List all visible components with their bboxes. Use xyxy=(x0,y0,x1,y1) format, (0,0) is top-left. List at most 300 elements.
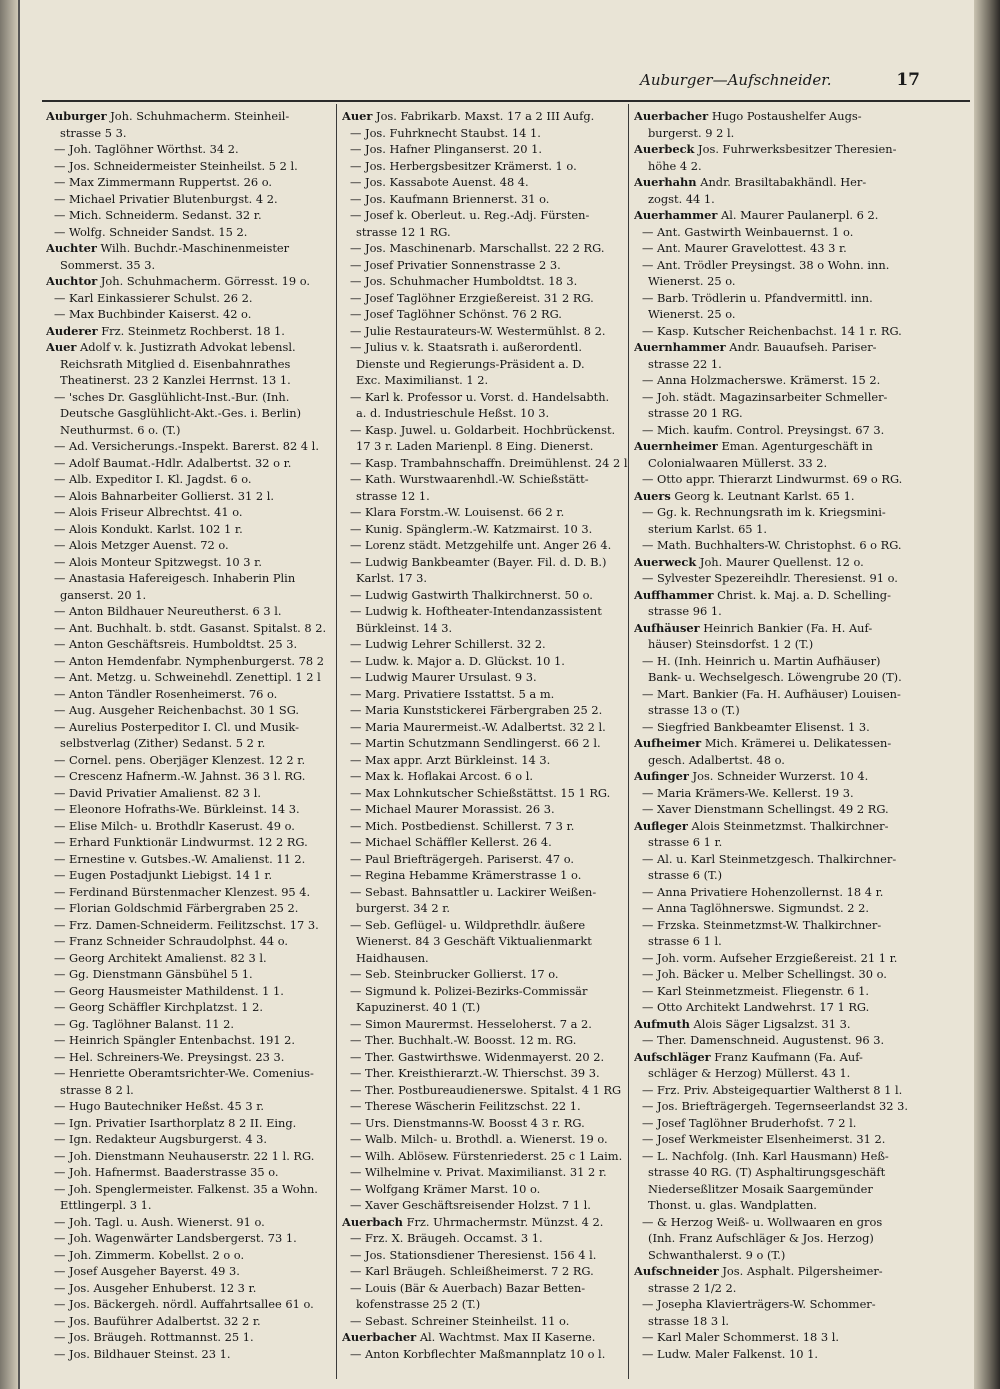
directory-entry xyxy=(46,1197,338,1214)
entry-text: — Heinrich Spängler Entenbachst. 191 2. xyxy=(54,1033,296,1047)
directory-entry xyxy=(634,554,930,571)
entry-text: Deutsche Gasglühlicht-Akt.-Ges. i. Berlin) xyxy=(60,406,302,420)
directory-entry xyxy=(634,537,930,554)
entry-text: — Georg Hausmeister Mathildenst. 1 1. xyxy=(54,983,284,998)
directory-entry xyxy=(634,752,930,769)
column-2 xyxy=(342,108,630,1378)
directory-entry xyxy=(634,1280,930,1297)
entry-text: Christ. k. Maj. a. D. Schelling- xyxy=(717,587,891,602)
directory-entry xyxy=(46,1032,338,1049)
entry-text: — Anna Taglöhnerswe. Sigmundst. 2 2. xyxy=(642,901,869,915)
directory-entry xyxy=(342,207,630,224)
directory-entry xyxy=(46,636,338,653)
directory-entry xyxy=(634,1115,930,1132)
entry-text: — Joh. Tagl. u. Aush. Wienerst. 91 o. xyxy=(54,1214,265,1229)
entry-text: — Henriette Oberamtsrichter-We. Comenius- xyxy=(54,1066,314,1080)
entry-text: Frz. Uhrmachermstr. Münzst. 4 2. xyxy=(406,1214,604,1229)
directory-entry xyxy=(634,1197,930,1214)
directory-entry xyxy=(634,587,930,604)
directory-entry xyxy=(46,356,338,373)
directory-entry xyxy=(46,603,338,620)
entry-text: — Urs. Dienstmanns-W. Boosst 4 3 r. RG. xyxy=(350,1115,585,1130)
directory-entry xyxy=(342,1214,630,1231)
entry-surname: Auchtor xyxy=(46,274,98,288)
directory-entry xyxy=(342,158,630,175)
directory-entry xyxy=(342,669,630,686)
directory-entry xyxy=(634,570,930,587)
entry-text: — Jos. Ausgeher Enhuberst. 12 3 r. xyxy=(54,1280,257,1295)
entry-text: Reichsrath Mitglied d. Eisenbahnrathes xyxy=(60,356,291,371)
entry-text: — Kasp. Juwel. u. Goldarbeit. Hochbrückenst. xyxy=(350,422,616,437)
directory-entry xyxy=(342,174,630,191)
entry-text: — Jos. Bräugeh. Rottmannst. 25 1. xyxy=(54,1330,254,1344)
entry-text: — Ant. Maurer Gravelottest. 43 3 r. xyxy=(642,241,847,255)
entry-text: strasse 8 2 l. xyxy=(60,1082,134,1097)
directory-entry xyxy=(342,735,630,752)
entry-surname: Auerbeck xyxy=(634,142,695,156)
entry-text: strasse 20 1 RG. xyxy=(648,406,743,420)
directory-entry xyxy=(634,1032,930,1049)
directory-entry xyxy=(46,422,338,439)
entry-text: Sommerst. 35 3. xyxy=(60,257,156,272)
entry-text: — Joh. Zimmerm. Kobellst. 2 o o. xyxy=(54,1247,245,1262)
entry-text: Haidhausen. xyxy=(356,950,429,965)
directory-entry xyxy=(634,1214,930,1231)
directory-entry xyxy=(342,257,630,274)
entry-text: — Michael Maurer Morassist. 26 3. xyxy=(350,802,555,816)
entry-text: Joh. Schuhmacherm. Steinheil- xyxy=(110,109,290,123)
directory-entry xyxy=(342,587,630,604)
directory-entry xyxy=(46,983,338,1000)
directory-entry xyxy=(342,1280,630,1297)
directory-entry xyxy=(46,1214,338,1231)
directory-entry xyxy=(46,752,338,769)
entry-text: strasse 96 1. xyxy=(648,604,722,618)
directory-entry xyxy=(634,488,930,505)
entry-text: — Hugo Bautechniker Heßst. 45 3 r. xyxy=(54,1099,265,1113)
entry-surname: Auburger xyxy=(46,109,107,123)
directory-entry xyxy=(46,1181,338,1198)
entry-text: — Anton Geschäftsreis. Humboldtst. 25 3. xyxy=(54,637,298,651)
directory-entry xyxy=(46,1313,338,1330)
directory-entry xyxy=(342,570,630,587)
entry-text: — Mart. Bankier (Fa. H. Aufhäuser) Louisen- xyxy=(642,686,901,701)
directory-entry xyxy=(634,323,930,340)
entry-text: — Joh. Spenglermeister. Falkenst. 35 a Wohn. xyxy=(54,1181,318,1196)
entry-text: Joh. Schuhmacherm. Görresst. 19 o. xyxy=(100,274,311,288)
directory-entry xyxy=(46,966,338,983)
directory-entry xyxy=(634,884,930,901)
entry-text: — Jos. Hafner Plinganserst. 20 1. xyxy=(350,142,542,156)
entry-text: — Georg Architekt Amalienst. 82 3 l. xyxy=(54,950,267,965)
entry-surname: Auerbacher xyxy=(342,1330,417,1344)
entry-text: — Jos. Maschinenarb. Marschallst. 22 2 RG. xyxy=(350,241,605,255)
entry-text: Neuthurmst. 6 o. (T.) xyxy=(60,422,181,437)
directory-entry xyxy=(342,1131,630,1148)
directory-entry xyxy=(342,1148,630,1165)
directory-entry xyxy=(634,422,930,439)
directory-entry xyxy=(634,834,930,851)
directory-entry xyxy=(634,1329,930,1346)
directory-entry xyxy=(46,1346,338,1363)
entry-text: — Michael Schäffler Kellerst. 26 4. xyxy=(350,835,552,849)
entry-surname: Auer xyxy=(342,109,373,123)
entry-text: — Wolfg. Schneider Sandst. 15 2. xyxy=(54,224,248,239)
entry-text: strasse 6 1 r. xyxy=(648,835,723,849)
entry-text: Georg k. Leutnant Karlst. 65 1. xyxy=(674,488,855,503)
entry-text: — Josef Ausgeher Bayerst. 49 3. xyxy=(54,1264,240,1278)
directory-entry xyxy=(342,966,630,983)
directory-entry xyxy=(634,108,930,125)
directory-entry xyxy=(46,785,338,802)
directory-entry xyxy=(634,438,930,455)
entry-text: — Alois Metzger Auenst. 72 o. xyxy=(54,538,229,552)
directory-entry xyxy=(634,933,930,950)
page-number: 17 xyxy=(896,70,920,90)
entry-text: — Louis (Bär & Auerbach) Bazar Betten- xyxy=(350,1280,586,1295)
entry-text: (Inh. Franz Aufschläger & Jos. Herzog) xyxy=(648,1231,874,1245)
entry-text: kofenstrasse 25 2 (T.) xyxy=(356,1297,481,1311)
directory-entry xyxy=(634,851,930,868)
directory-entry xyxy=(342,851,630,868)
directory-entry xyxy=(342,884,630,901)
entry-text: — Ferdinand Bürstenmacher Klenzest. 95 4. xyxy=(54,884,311,899)
entry-text: Jos. Fuhrwerksbesitzer Theresien- xyxy=(698,142,897,156)
entry-surname: Auffhammer xyxy=(634,587,714,602)
entry-text: — Julie Restaurateurs-W. Westermühlst. 8 2. xyxy=(350,323,606,338)
column-3 xyxy=(634,108,930,1378)
column-1 xyxy=(46,108,338,1378)
directory-entry xyxy=(634,1164,930,1181)
entry-surname: Aufinger xyxy=(634,769,689,783)
entry-text: Adolf v. k. Justizrath Advokat lebensl. xyxy=(80,340,296,354)
directory-entry xyxy=(342,917,630,934)
entry-text: — Anton Bildhauer Neureutherst. 6 3 l. xyxy=(54,604,282,618)
entry-text: — Aug. Ausgeher Reichenbachst. 30 1 SG. xyxy=(54,703,300,717)
directory-entry xyxy=(46,224,338,241)
entry-text: — Karl Maler Schommerst. 18 3 l. xyxy=(642,1330,840,1344)
directory-entry xyxy=(342,719,630,736)
directory-entry xyxy=(46,851,338,868)
directory-entry xyxy=(634,735,930,752)
entry-text: — Aurelius Posterpeditor I. Cl. und Musik- xyxy=(54,719,299,734)
directory-entry xyxy=(634,141,930,158)
entry-text: — Anna Privatiere Hohenzollernst. 18 4 r. xyxy=(642,884,884,899)
entry-text: — Josef Taglöhner Schönst. 76 2 RG. xyxy=(350,307,562,321)
entry-text: — Jos. Stationsdiener Theresienst. 156 4 l. xyxy=(350,1247,597,1262)
directory-entry xyxy=(46,669,338,686)
entry-text: — Elise Milch- u. Brothdlr Kaserust. 49 o. xyxy=(54,818,295,833)
entry-text: — Gg. k. Rechnungsrath im k. Kriegsmini- xyxy=(642,505,886,519)
entry-text: Bürkleinst. 14 3. xyxy=(356,620,453,635)
entry-text: Theatinerst. 23 2 Kanzlei Herrnst. 13 1. xyxy=(60,373,291,387)
entry-text: — Wolfgang Krämer Marst. 10 o. xyxy=(350,1181,541,1196)
directory-entry xyxy=(342,125,630,142)
entry-text: — Ludwig Lehrer Schillerst. 32 2. xyxy=(350,637,546,651)
directory-entry xyxy=(46,1131,338,1148)
entry-text: — Siegfried Bankbeamter Elisenst. 1 3. xyxy=(642,719,870,734)
entry-text: — Paul Briefträgergeh. Pariserst. 47 o. xyxy=(350,851,574,866)
directory-entry xyxy=(46,719,338,736)
directory-entry xyxy=(46,141,338,158)
entry-text: — Ther. Postbureaudienerswe. Spitalst. 4 1 RG xyxy=(350,1082,622,1097)
directory-entry xyxy=(46,191,338,208)
entry-text: Joh. Maurer Quellenst. 12 o. xyxy=(699,554,864,569)
entry-surname: Auerhammer xyxy=(634,208,718,222)
entry-text: — Jos. Briefträgergeh. Tegernseerlandst 32 3. xyxy=(642,1099,908,1113)
entry-text: Alois Steinmetzmst. Thalkirchner- xyxy=(691,818,889,833)
entry-text: — Anton Tändler Rosenheimerst. 76 o. xyxy=(54,686,278,701)
entry-text: — & Herzog Weiß- u. Wollwaaren en gros xyxy=(642,1214,883,1229)
directory-entry xyxy=(634,455,930,472)
directory-entry xyxy=(634,240,930,257)
entry-text: strasse 12 1 RG. xyxy=(356,224,451,239)
directory-entry xyxy=(46,1296,338,1313)
entry-text: — Joh. vorm. Aufseher Erzgießereist. 21 1 r. xyxy=(642,950,898,965)
directory-entry xyxy=(634,966,930,983)
entry-text: Jos. Schneider Wurzerst. 10 4. xyxy=(692,769,869,783)
directory-entry xyxy=(342,191,630,208)
directory-entry xyxy=(342,306,630,323)
entry-text: — Seb. Geflügel- u. Wildprethdlr. äußere xyxy=(350,917,586,932)
entry-text: Kapuzinerst. 40 1 (T.) xyxy=(356,1000,481,1014)
directory-entry xyxy=(342,1082,630,1099)
entry-text: Eman. Agenturgeschäft in xyxy=(721,439,873,453)
entry-text: a. d. Industrieschule Heßst. 10 3. xyxy=(356,406,550,420)
directory-entry xyxy=(46,653,338,670)
entry-text: — Ludw. Maler Falkenst. 10 1. xyxy=(642,1346,818,1361)
directory-entry xyxy=(46,686,338,703)
directory-entry xyxy=(46,1230,338,1247)
directory-entry xyxy=(634,785,930,802)
directory-entry xyxy=(342,1346,630,1363)
directory-entry xyxy=(46,273,338,290)
directory-entry xyxy=(634,290,930,307)
directory-entry xyxy=(342,240,630,257)
directory-entry xyxy=(342,834,630,851)
directory-entry xyxy=(634,372,930,389)
entry-text: Al. Maurer Paulanerpl. 6 2. xyxy=(721,208,879,222)
entry-text: — Florian Goldschmid Färbergraben 25 2. xyxy=(54,901,299,915)
entry-text: — Jos. Bäckergeh. nördl. Auffahrtsallee 61 o. xyxy=(54,1297,314,1311)
directory-entry xyxy=(342,488,630,505)
directory-entry xyxy=(46,438,338,455)
directory-entry xyxy=(342,620,630,637)
directory-entry xyxy=(634,389,930,406)
directory-entry xyxy=(634,125,930,142)
running-head: Auburger—Aufschneider. xyxy=(640,71,832,89)
entry-text: Schwanthalerst. 9 o (T.) xyxy=(648,1247,786,1262)
entry-text: — Crescenz Hafnerm.-W. Jahnst. 36 3 l. RG. xyxy=(54,769,306,783)
entry-text: — Jos. Schneidermeister Steinheilst. 5 2 l. xyxy=(54,158,298,173)
entry-text: — Josef k. Oberleut. u. Reg.-Adj. Fürsten- xyxy=(350,208,590,222)
directory-entry xyxy=(634,1181,930,1198)
entry-text: 17 3 r. Laden Marienpl. 8 Eing. Dienerst. xyxy=(356,439,594,453)
directory-entry xyxy=(46,339,338,356)
entry-text: — L. Nachfolg. (Inh. Karl Hausmann) Heß- xyxy=(642,1148,889,1163)
directory-entry xyxy=(46,174,338,191)
entry-text: — Sigmund k. Polizei-Bezirks-Commissär xyxy=(350,983,588,998)
entry-text: — Eleonore Hofraths-We. Bürkleinst. 14 3. xyxy=(54,802,300,816)
entry-text: — Math. Buchhalters-W. Christophst. 6 o RG. xyxy=(642,538,902,552)
directory-entry xyxy=(46,801,338,818)
directory-entry xyxy=(342,636,630,653)
directory-entry xyxy=(634,471,930,488)
entry-text: — Ther. Gastwirthswe. Widenmayerst. 20 2. xyxy=(350,1049,605,1064)
entry-text: — Max Lohnkutscher Schießstättst. 15 1 RG. xyxy=(350,785,611,800)
entry-text: — Josef Privatier Sonnenstrasse 2 3. xyxy=(350,257,561,272)
directory-entry xyxy=(342,950,630,967)
directory-entry xyxy=(342,1247,630,1264)
directory-entry xyxy=(634,1230,930,1247)
entry-text: — Ther. Damenschneid. Augustenst. 96 3. xyxy=(642,1033,885,1047)
entry-text: — Xaver Geschäftsreisender Holzst. 7 1 l. xyxy=(350,1198,591,1212)
directory-entry xyxy=(46,257,338,274)
entry-text: strasse 5 3. xyxy=(60,125,127,140)
entry-text: — Wilh. Ablösew. Fürstenriederst. 25 c 1 Laim. xyxy=(350,1148,623,1163)
directory-entry xyxy=(634,339,930,356)
entry-text: — Erhard Funktionär Lindwurmst. 12 2 RG. xyxy=(54,835,308,849)
header-rule xyxy=(42,100,970,102)
entry-text: — Julius v. k. Staatsrath i. außerordentl. xyxy=(350,340,582,354)
directory-entry xyxy=(342,603,630,620)
directory-entry xyxy=(46,125,338,142)
entry-text: Dienste und Regierungs-Präsident a. D. xyxy=(356,356,585,371)
entry-text: — Al. u. Karl Steinmetzgesch. Thalkirchner- xyxy=(642,851,897,866)
entry-surname: Aufleger xyxy=(634,818,688,833)
directory-entry xyxy=(46,1115,338,1132)
entry-text: — Karl Bräugeh. Schleißheimerst. 7 2 RG. xyxy=(350,1264,594,1278)
entry-text: — Ant. Gastwirth Weinbauernst. 1 o. xyxy=(642,224,854,239)
entry-surname: Auchter xyxy=(46,241,97,255)
directory-entry xyxy=(634,1131,930,1148)
entry-text: — Georg Schäffler Kirchplatzst. 1 2. xyxy=(54,1000,263,1014)
directory-entry xyxy=(342,1049,630,1066)
column-divider xyxy=(628,104,629,1379)
entry-text: — Maria Kunststickerei Färbergraben 25 2. xyxy=(350,703,603,717)
entry-text: — Alois Bahnarbeiter Gollierst. 31 2 l. xyxy=(54,488,274,503)
entry-text: — Karl k. Professor u. Vorst. d. Handelsabth. xyxy=(350,389,610,404)
directory-entry xyxy=(342,983,630,1000)
entry-text: — Joh. Dienstmann Neuhauserstr. 22 1 l. RG. xyxy=(54,1148,315,1163)
directory-entry xyxy=(342,1016,630,1033)
directory-entry xyxy=(634,1247,930,1264)
directory-entry xyxy=(634,191,930,208)
entry-text: — Gg. Dienstmann Gänsbühel 5 1. xyxy=(54,967,253,981)
entry-text: — Maria Maurermeist.-W. Adalbertst. 32 2 l. xyxy=(350,719,606,734)
entry-text: — Kasp. Trambahnschaffn. Dreimühlenst. 24 2 l xyxy=(350,455,628,470)
entry-text: Franz Kaufmann (Fa. Auf- xyxy=(714,1049,863,1064)
entry-text: — Ign. Privatier Isarthorplatz 8 2 II. Eing. xyxy=(54,1115,297,1130)
entry-text: — Alb. Expeditor I. Kl. Jagdst. 6 o. xyxy=(54,472,252,486)
entry-text: — Cornel. pens. Oberjäger Klenzest. 12 2 r. xyxy=(54,752,306,767)
directory-entry xyxy=(46,455,338,472)
directory-entry xyxy=(342,389,630,406)
entry-text: Niederseßlitzer Mosaik Saargemünder xyxy=(648,1181,873,1196)
directory-entry xyxy=(46,950,338,967)
entry-text: — Gg. Taglöhner Balanst. 11 2. xyxy=(54,1016,234,1031)
directory-entry xyxy=(342,471,630,488)
entry-text: selbstverlag (Zither) Sedanst. 5 2 r. xyxy=(60,736,266,750)
directory-entry xyxy=(342,455,630,472)
entry-text: Jos. Asphalt. Pilgersheimer- xyxy=(722,1264,883,1278)
directory-entry xyxy=(634,306,930,323)
entry-text: Andr. Brasiltabakhändl. Her- xyxy=(700,175,867,189)
directory-entry xyxy=(46,1263,338,1280)
directory-entry xyxy=(634,405,930,422)
entry-text: — Wilhelmine v. Privat. Maximilianst. 31 2 r. xyxy=(350,1165,607,1179)
entry-text: Andr. Bauaufseh. Pariser- xyxy=(729,340,877,354)
directory-entry xyxy=(634,636,930,653)
directory-entry xyxy=(342,521,630,538)
entry-text: — Anastasia Hafereigesch. Inhaberin Plin xyxy=(54,571,296,585)
directory-entry xyxy=(342,504,630,521)
directory-entry xyxy=(634,653,930,670)
directory-entry xyxy=(634,620,930,637)
entry-text: — Regina Hebamme Krämerstrasse 1 o. xyxy=(350,868,582,882)
directory-entry xyxy=(46,999,338,1016)
entry-text: — Ludwig Maurer Ursulast. 9 3. xyxy=(350,670,537,684)
entry-text: Bank- u. Wechselgesch. Löwengrube 20 (T). xyxy=(648,670,902,684)
directory-entry xyxy=(342,768,630,785)
entry-surname: Aufschläger xyxy=(634,1049,711,1064)
entry-text: strasse 6 1 l. xyxy=(648,934,722,948)
entry-surname: Auerbach xyxy=(342,1214,403,1229)
entry-text: — Max appr. Arzt Bürkleinst. 14 3. xyxy=(350,752,551,767)
directory-entry xyxy=(342,1197,630,1214)
directory-entry xyxy=(342,1164,630,1181)
directory-entry xyxy=(46,372,338,389)
directory-entry xyxy=(634,174,930,191)
entry-text: — Therese Wäscherin Feilitzschst. 22 1. xyxy=(350,1099,581,1113)
directory-entry xyxy=(342,900,630,917)
entry-text: — Frz. Damen-Schneiderm. Feilitzschst. 17 3. xyxy=(54,917,319,932)
entry-surname: Aufhäuser xyxy=(634,620,700,635)
entry-text: — Alois Monteur Spitzwegst. 10 3 r. xyxy=(54,554,262,569)
entry-text: Wienerst. 25 o. xyxy=(648,274,736,288)
directory-entry xyxy=(342,801,630,818)
directory-entry xyxy=(342,752,630,769)
entry-text: burgerst. 34 2 r. xyxy=(356,901,451,915)
entry-text: — Ludw. k. Major a. D. Glückst. 10 1. xyxy=(350,653,565,668)
entry-text: — Eugen Postadjunkt Liebigst. 14 1 r. xyxy=(54,868,273,882)
entry-text: — Jos. Schuhmacher Humboldtst. 18 3. xyxy=(350,274,578,288)
directory-entry xyxy=(46,587,338,604)
entry-text: — Adolf Baumat.-Hdlr. Adalbertst. 32 o r. xyxy=(54,455,292,470)
directory-entry xyxy=(46,323,338,340)
entry-text: Hugo Postaushelfer Augs- xyxy=(711,109,862,123)
directory-entry xyxy=(634,521,930,538)
directory-entry xyxy=(634,603,930,620)
entry-text: — Martin Schutzmann Sendlingerst. 66 2 l. xyxy=(350,736,601,750)
directory-entry xyxy=(46,158,338,175)
entry-text: Alois Säger Ligsalzst. 31 3. xyxy=(693,1016,851,1031)
directory-entry xyxy=(342,422,630,439)
directory-entry xyxy=(46,1082,338,1099)
directory-entry xyxy=(46,834,338,851)
directory-entry xyxy=(634,983,930,1000)
entry-text: — Ant. Trödler Preysingst. 38 o Wohn. inn. xyxy=(642,257,890,272)
directory-entry xyxy=(342,999,630,1016)
entry-text: höhe 4 2. xyxy=(648,158,702,173)
directory-entry xyxy=(342,867,630,884)
directory-entry xyxy=(46,1049,338,1066)
directory-entry xyxy=(342,554,630,571)
directory-entry xyxy=(46,521,338,538)
entry-text: zogst. 44 1. xyxy=(648,191,715,206)
directory-entry xyxy=(342,702,630,719)
entry-text: — Karl Steinmetzmeist. Fliegenstr. 6 1. xyxy=(642,983,869,998)
